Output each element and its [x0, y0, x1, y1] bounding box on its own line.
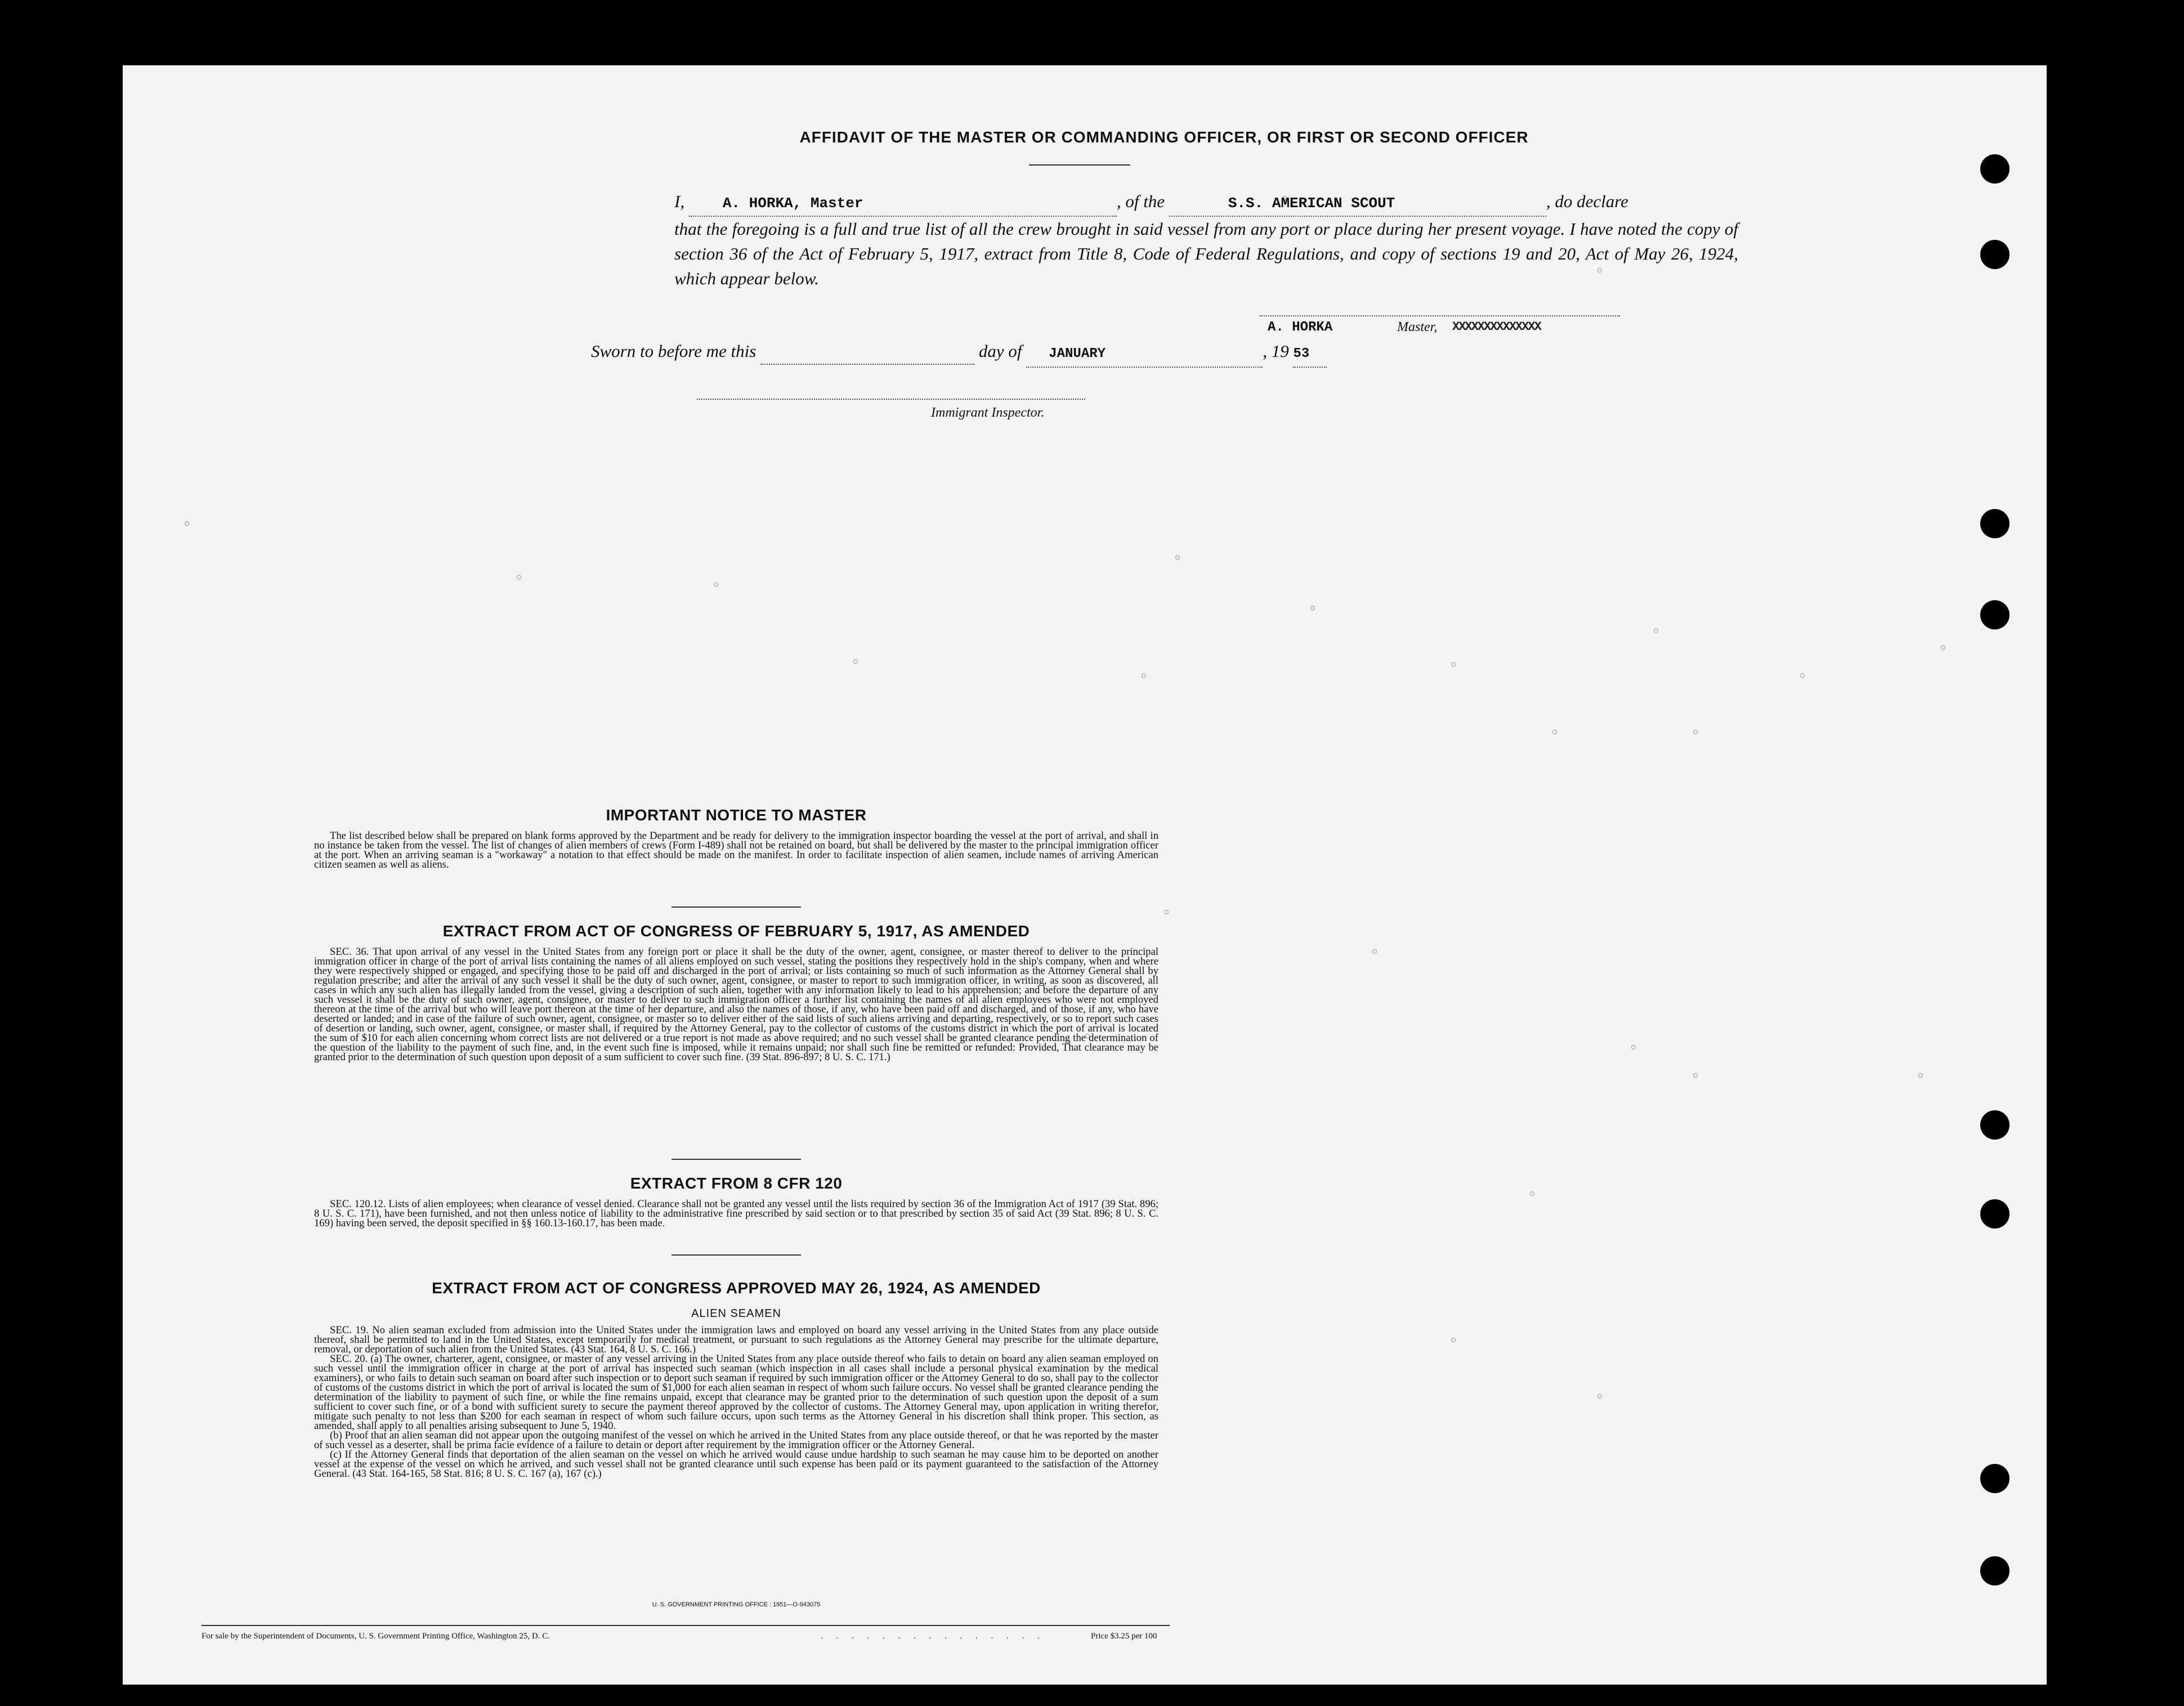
- notice-paragraph: The list described below shall be prepared on blank forms approved by the Department and be ready for delivery to the immigration inspector boarding the vessel at the port of arrival, and shall in no instance be taken from the vessel. The list of changes of alien members of crews (Form I-489) shall not be retained on board, but shall be delivered by the master to the principal immigration officer at the port. When an arriving seaman is a "workaway" a notation to that effect should be made on the manifest. In order to facilitate inspection of alien seamen, include names of arriving American citizen seamen as well as aliens.: [314, 830, 1158, 870]
- affidavit-title: AFFIDAVIT OF THE MASTER OR COMMANDING OFFICER, OR FIRST OR SECOND OFFICER: [799, 128, 1529, 146]
- do-declare-label: , do declare: [1546, 191, 1628, 211]
- extract-1917-heading: EXTRACT FROM ACT OF CONGRESS OF FEBRUARY 5, 1917, AS AMENDED: [442, 922, 1030, 940]
- month-value: JANUARY: [1049, 346, 1106, 361]
- section-divider: [672, 906, 801, 908]
- day-of-label: day of: [978, 341, 1022, 361]
- punch-hole: [1980, 154, 2010, 184]
- month-field: [1026, 342, 1263, 368]
- master-name-field: [689, 191, 1117, 217]
- declarant-line: [674, 189, 1738, 217]
- punch-hole: [1980, 1199, 2010, 1229]
- price-notice: Price $3.25 per 100: [1091, 1632, 1157, 1641]
- section-divider: [672, 1254, 801, 1256]
- extract-8cfr-heading: EXTRACT FROM 8 CFR 120: [630, 1174, 843, 1192]
- document-page: [123, 65, 2047, 1685]
- extract-1917-paragraph: SEC. 36. That upon arrival of any vessel in the United States from any foreign port or place it shall be the duty of the owner, agent, consignee, or master thereof to deliver to the principal immigration officer in charge of the port of arrival lists containing the names of all aliens employed on such vessel, stating the positions they respectively hold in the ship's company, when and where they were respectively shipped or engaged, and specifying those to be paid off and discharged in the port of arrival; or lists containing so much of such information as the Attorney General shall by regulation prescribe; and after the arrival of any such vessel it shall be the duty of such owner, agent, consignee, or master to report to such immigration officer, in writing, as soon as discovered, all cases in which any such alien has illegally landed from the vessel, giving a description of such alien, together with any information likely to lead to his apprehension; and before the departure of any such vessel it shall be the duty of such owner, agent, consignee, or master to deliver to such immigration officer a further list containing the names of all alien employees who were not employed thereon at the time of the arrival but who will leave port thereon at the time of her departure, and also the names of those, if any, who have been paid off and discharged, and of those, if any, who have deserted or landed; and in case of the failure of such owner, agent, consignee, or master so to deliver either of the said lists of such aliens arriving and departing, respectively, or so to report such cases of desertion or landing, such owner, agent, consignee, or master shall, if required by the Attorney General, pay to the collector of customs of the customs district in which the port of arrival is located the sum of $10 for each alien concerning whom correct lists are not delivered or a true report is not made as above required; and no such vessel shall be granted clearance pending the determination of the question of the liability to the payment of such fine, and, in the event such fine is imposed, while it remains unpaid; nor shall such fine be remitted or refunded: Provided, That clearance may be granted prior to the determination of such question upon deposit of a sum sufficient to cover such fine. (39 Stat. 896-897; 8 U. S. C. 171.): [314, 946, 1158, 1063]
- sec-19-paragraph: SEC. 19. No alien seaman excluded from admission into the United States under the immigration laws and employed on board any vessel arriving in the United States from any place outside thereof, shall be permitted to land in the United States, except temporarily for medical treatment, or pursuant to such regulations as the Attorney General may prescribe for the ultimate departure, removal, or deportation of such alien from the United States. (43 Stat. 164, 8 U. S. C. 166.): [314, 1324, 1158, 1355]
- punch-hole: [1980, 1556, 2010, 1586]
- punch-hole: [1980, 240, 2010, 269]
- punch-hole: [1980, 600, 2010, 629]
- punch-hole: [1980, 1464, 2010, 1493]
- notice-text: [314, 831, 1158, 869]
- master-label: Master,: [1397, 320, 1438, 334]
- extract-1917-text: [314, 947, 1158, 1062]
- printing-office-imprint: U. S. GOVERNMENT PRINTING OFFICE : 1951—O-943075: [652, 1601, 821, 1608]
- affidavit-declaration: [674, 189, 1738, 291]
- year-value: 53: [1293, 346, 1310, 361]
- extract-1924-heading: EXTRACT FROM ACT OF CONGRESS APPROVED MAY 26, 1924, AS AMENDED: [432, 1279, 1041, 1297]
- inspector-line: [697, 399, 1085, 400]
- title-underline: [1029, 164, 1130, 166]
- struck-title: XXXXXXXXXXXXXX: [1452, 320, 1541, 334]
- signature-line: [1260, 315, 1620, 316]
- sec-20a-paragraph: SEC. 20. (a) The owner, charterer, agent, consignee, or master of any vessel arriving in the United States from any place outside thereof who fails to detain on board any alien seaman employed on such vessel until the immigration officer in charge at the port of arrival has inspected such seaman (which inspection in all cases shall include a personal physical examination by the medical examiners), or who fails to detain such seaman on board after such inspection or to deport such seaman if required by such immigration officer or the Attorney General to do so, shall pay to the collector of customs of the customs district in which the port of arrival is located the sum of $1,000 for each alien seaman in respect of whom such failure occurs. No vessel shall be granted clearance pending the determination of the liability to payment of such fine, or while the fine remains unpaid, except that clearance may be granted prior to the determination of such question upon the deposit of a sum sufficient to cover such fine, or of a bond with sufficient surety to secure the payment thereof approved by the collector of customs. The Attorney General may, upon application in writing therefor, mitigate such penalty to not less than $200 for each seaman in respect of whom such failure occurs, upon such terms as the Attorney General in his discretion shall think proper. This section, as amended, shall apply to all penalties arising subsequent to June 5, 1940.: [314, 1353, 1158, 1432]
- sec-20c-paragraph: (c) If the Attorney General finds that deportation of the alien seaman on the vessel on which he arrived would cause undue hardship to such seaman he may cause him to be deported on another vessel at the expense of the vessel on which he arrived, and such vessel shall not be granted clearance until such expense has been paid or its payment guaranteed to the satisfaction of the Attorney General. (43 Stat. 164-165, 58 Stat. 816; 8 U. S. C. 167 (a), 167 (c).): [314, 1449, 1158, 1480]
- master-name-value: A. HORKA, Master: [722, 195, 863, 212]
- section-divider: [672, 1159, 801, 1160]
- for-sale-notice: For sale by the Superintendent of Documents, U. S. Government Printing Office, Washington 25, D. C.: [202, 1632, 550, 1641]
- i-label: I,: [674, 191, 685, 211]
- extract-8cfr-text: [314, 1199, 1158, 1228]
- year-field: [1293, 342, 1327, 368]
- of-the-label: , of the: [1116, 191, 1165, 211]
- footer-rule: [202, 1625, 1170, 1626]
- notice-heading: IMPORTANT NOTICE TO MASTER: [606, 806, 867, 824]
- vessel-field: [1169, 191, 1546, 217]
- signature-value: A. HORKA: [1268, 320, 1333, 335]
- alien-seamen-subheading: ALIEN SEAMEN: [691, 1307, 781, 1320]
- sworn-line: [591, 339, 1548, 368]
- footer-dots: . . . . . . . . . . . . . . .: [821, 1632, 1045, 1641]
- punch-hole: [1980, 1110, 2010, 1140]
- punch-hole: [1980, 509, 2010, 538]
- extract-8cfr-paragraph: SEC. 120.12. Lists of alien employees; when clearance of vessel denied. Clearance shall not be granted any vessel until the lists required by section 36 of the Immigration Act of 1917 (39 Stat. 896; 8 U. S. C. 171), have been furnished, and not then unless notice of liability to the administrative fine prescribed by said section or to that prescribed by section 35 of said Act (39 Stat. 896; 8 U. S. C. 169) having been served, the deposit specified in §§ 160.13-160.17, has been made.: [314, 1198, 1158, 1229]
- sworn-label: Sworn to before me this: [591, 341, 757, 361]
- declaration-text: that the foregoing is a full and true list of all the crew brought in said vessel from any port or place during her present voyage. I have noted the copy of section 36 of the Act of February 5, 1917, extract from Title 8, Code of Federal Regulations, and copy of sections 19 and 20, Act of May 26, 1924, which appear below.: [674, 219, 1738, 288]
- inspector-label: Immigrant Inspector.: [931, 405, 1045, 420]
- year-prefix-label: , 19: [1263, 341, 1289, 361]
- sec-20b-paragraph: (b) Proof that an alien seaman did not appear upon the outgoing manifest of the vessel on which he arrived in the United States from any place outside thereof, or that he was reported by the master of such vessel as a deserter, shall be prima facie evidence of a failure to detain or deport after requirement by the immigration officer or the Attorney General.: [314, 1430, 1158, 1451]
- sworn-day-field: [760, 339, 974, 365]
- vessel-value: S.S. AMERICAN SCOUT: [1228, 195, 1395, 212]
- extract-1924-text: [314, 1325, 1158, 1479]
